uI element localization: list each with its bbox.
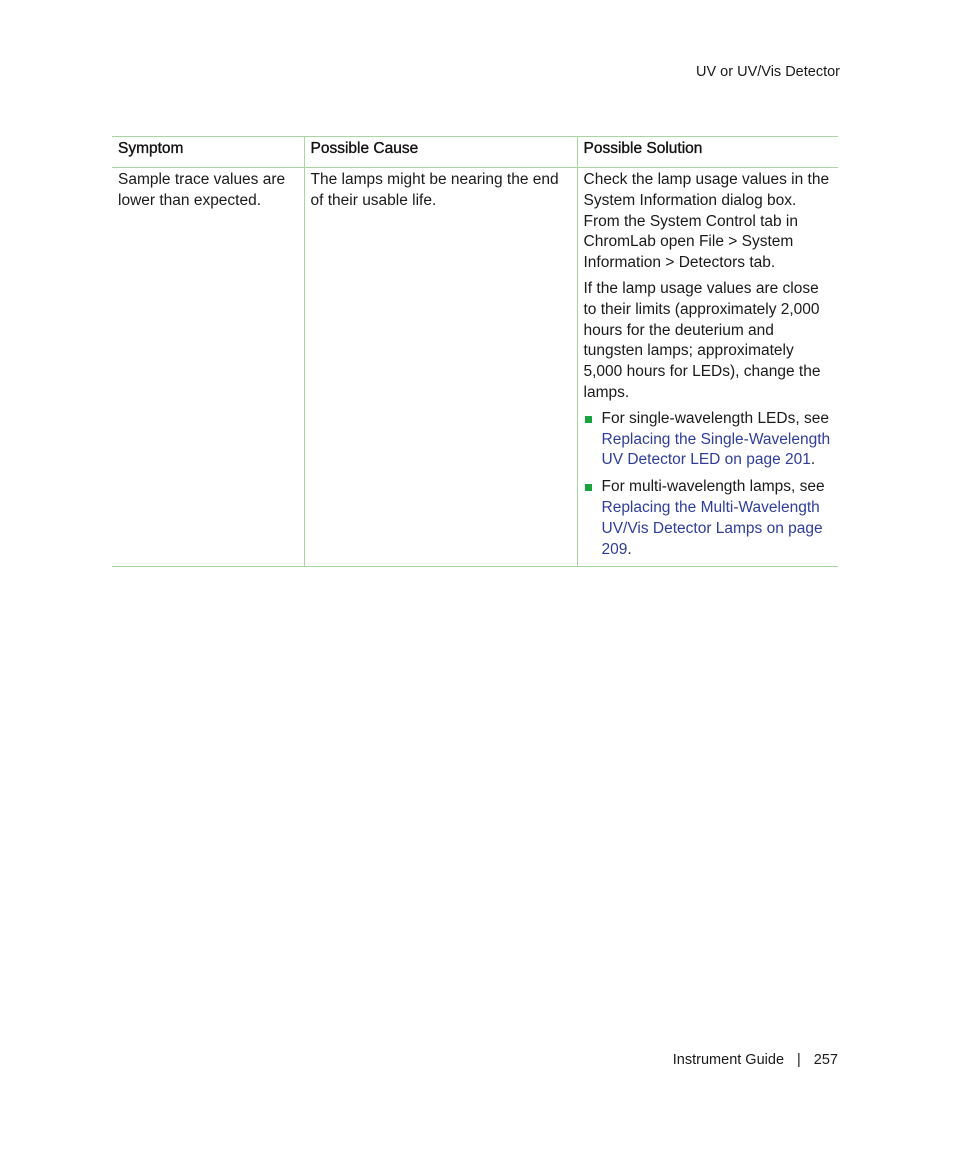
running-footer [673,1052,838,1068]
troubleshooting-table [112,136,838,567]
link-replacing-single-wavelength-led[interactable]: Replacing the Single-Wavelength UV Detector LED on page 201 [601,430,831,469]
list-item [584,477,833,560]
list-item [584,409,833,471]
bullet-punctuation: . [627,540,632,558]
page-number: 257 [813,1052,838,1068]
guide-name: Instrument Guide [672,1052,785,1068]
square-bullet-icon [585,484,592,491]
column-header-possible-cause: Possible Cause [304,137,577,168]
solution-cell [577,168,838,567]
bullet-text: For single-wavelength LEDs, see [601,409,829,427]
solution-bullet-list [584,409,833,561]
footer-separator: | [797,1052,801,1068]
solution-paragraph-change: If the lamp usage values are close to their limits (approximately 2,000 hours for the deuterium and tungsten lamps; approximately 5,000 hours for LEDs), change the lamps. [583,279,821,401]
bullet-text: For multi-wavelength lamps, see [601,478,825,496]
column-header-symptom: Symptom [112,137,304,168]
symptom-cell: Sample trace values are lower than expected. [112,168,304,567]
table-row [112,168,838,567]
table-header-row [112,137,838,168]
link-replacing-multi-wavelength-lamps[interactable]: Replacing the Multi-Wavelength UV/Vis Detector Lamps on page 209 [601,498,823,558]
running-header: UV or UV/Vis Detector [696,64,840,80]
solution-paragraph-check: Check the lamp usage values in the System Information dialog box. From the System Control tab in ChromLab open File > System Information > Detectors tab. [583,171,830,272]
bullet-punctuation: . [810,451,816,469]
square-bullet-icon [585,416,592,423]
column-header-possible-solution: Possible Solution [577,137,838,168]
cause-cell: The lamps might be nearing the end of their usable life. [304,168,577,567]
